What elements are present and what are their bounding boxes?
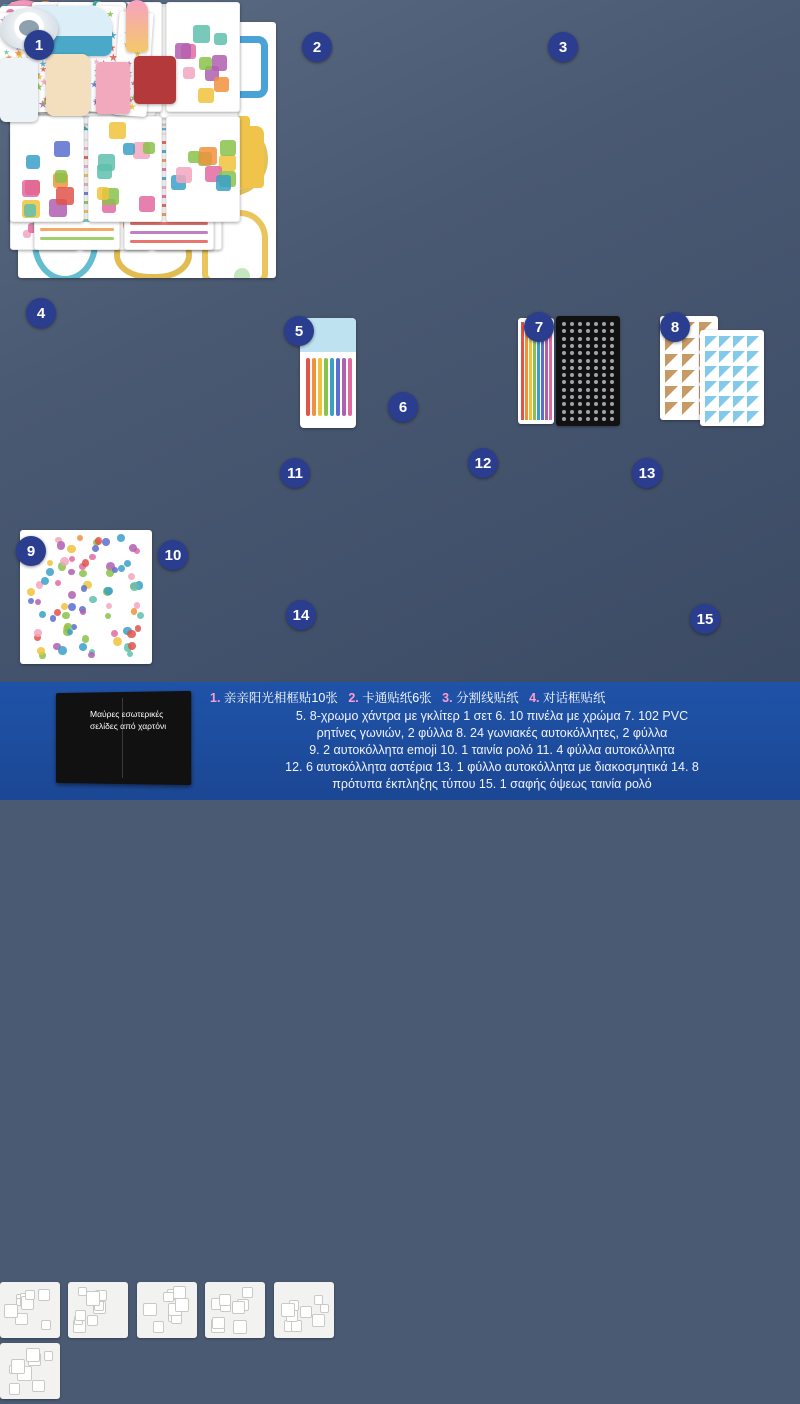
pvc-resin-corner-black-sheet [556,316,620,426]
badge-12: 12 [468,448,498,478]
cn-num-1: 1. [210,691,221,705]
bubble-sheet-4 [10,116,84,222]
badge-4: 4 [26,298,56,328]
badge-7: 7 [524,312,554,342]
stencil-3 [137,1282,197,1338]
bubble-sheet-5 [88,116,162,222]
cn-num-3: 3. [442,691,453,705]
badge-3: 3 [548,32,578,62]
badge-5: 5 [284,316,314,346]
group-13-decorative-stickers [0,1154,176,1282]
caption-panel [0,682,800,800]
cn-num-4: 4. [529,691,540,705]
camera-sticker [134,56,176,104]
group-14-stencil-templates [0,1282,380,1340]
cn-num-2: 2. [348,691,359,705]
stencil-6 [0,1343,60,1399]
stencil-5 [274,1282,334,1338]
greek-line-2: ρητίνες γωνιών, 2 φύλλα 8. 24 γωνιακές αυτοκόλλητες, 2 φύλλα [316,726,668,740]
cn-text-4: 对话框贴纸 [543,691,606,705]
frog-illustration [234,268,250,278]
group-3-divider-stickers [0,256,244,512]
badge-11: 11 [280,458,310,488]
notebook-caption: Μαύρες εσωτερικές σελίδες από χαρτόνι [90,709,167,731]
badge-14: 14 [286,600,316,630]
greek-line-4: 12. 6 αυτοκόλλητα αστέρια 13. 1 φύλλο αυτοκόλλητα με διακοσμητικά 14. 8 [285,760,699,774]
stencil-1 [0,1282,60,1338]
bubble-sheet-6 [166,116,240,222]
badge-9: 9 [16,536,46,566]
badge-2: 2 [302,32,332,62]
badge-6: 6 [388,392,418,422]
group-11-heart-sticker-sheets [0,918,120,1034]
badge-8: 8 [660,312,690,342]
badge-13: 13 [632,458,662,488]
badge-1: 1 [24,30,54,60]
cn-text-3: 分割线贴纸 [456,691,519,705]
greek-line-5: πρότυπα έκπληξης τύπου 15. 1 σαφής όψεως ταινία ρολό [332,777,652,791]
stencil-2 [68,1282,128,1338]
chinese-item-list [210,690,790,706]
cn-text-2: 卡通贴纸6张 [362,691,432,705]
popsicle-sticker [126,0,148,52]
greek-line-1: 5. 8-χρωμο χάντρα με γκλίτερ 1 σετ 6. 10 πινέλα με χρώμα 7. 102 PVC [295,709,689,723]
badge-10: 10 [158,540,188,570]
book-sticker [96,62,130,114]
cn-text-1: 亲亲阳光相框贴10张 [223,691,338,705]
group-12-star-sticker-sheets [0,1034,160,1154]
badge-15: 15 [690,604,720,634]
bear-backpack-sticker [46,54,90,116]
greek-line-3: 9. 2 αυτοκόλλητα emoji 10. 1 ταινία ρολό 11. 4 φύλλα αυτοκόλλητα [309,743,675,757]
stencil-4 [205,1282,265,1338]
greek-item-list [212,708,772,793]
group-10-washi-tape-roll [0,848,58,918]
phone-sticker [0,58,38,122]
corner-sticker-sheet-blue [700,330,764,426]
notebook-photo [56,691,191,785]
bubble-sheet-3 [166,2,240,112]
